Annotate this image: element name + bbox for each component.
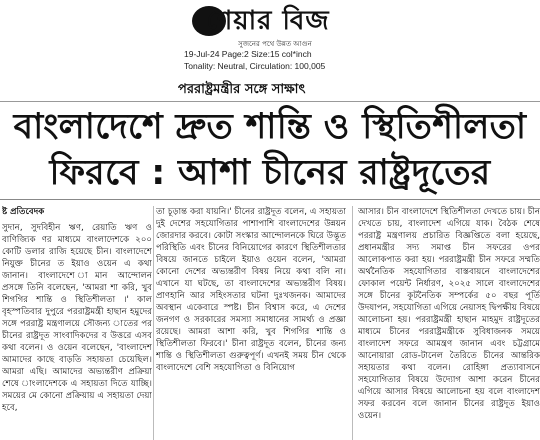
logo-text: শেয়ার বিজ (206, 6, 330, 36)
meta-tonality-line: Tonality: Neutral, Circulation: 100,005 (184, 61, 326, 71)
article-kicker: পররাষ্ট্রমন্ত্রীর সঙ্গে সাক্ষাৎ (178, 82, 306, 97)
article-headline (0, 104, 540, 196)
headline-line-1: বাংলাদেশে দ্রুত শান্তি ও স্থিতিশীলতা (13, 107, 527, 147)
newspaper-logo (168, 2, 368, 42)
logo-tagline: সুজনের পথে উন্নত আগুন (238, 40, 312, 48)
column-divider (352, 206, 353, 440)
column-2-text: তা চূড়ান্ত করা যায়নি।' চীনের রাষ্ট্রদূত বলেন, এ সহায়তা দুই দেশের সহযোগিতার পাশাপাশি বাংলাদেশের উন্নয়ন জোরদার করবে। কোটা সংস্কার আন্দোলনকে ঘিরে উদ্ভূত পরিস্থিতি এবং চীনের বিনিয়োগের কারণে স্থিতিশীলতার বিষয়ে জানতে চাইলে ইয়াও ওয়েন বলেন, 'আমরা কোনো দেশের অভ্যন্তরীণ বিষয় নিয়ে কথা বলি না। এখানে যা ঘটছে, তা বাংলাদেশের অভ্যন্তরীণ বিষয়। প্রাণহানি আর সহিংসতার ঘটনা দুঃখজনক। আমাদের অবস্থান একেবারে স্পষ্ট। চীন বিশ্বাস করে, এ দেশের জনগণ ও সরকারের সমস্যা সমাধানের সামর্থ্য ও প্রজ্ঞা রয়েছে। আমরা আশা করি, খুব শিগগির শান্তি ও স্থিতিশীলতা ফিরবে।' চীনা রাষ্ট্রদূত বলেন, চীনের জন্য শান্তি ও স্থিতিশীলতা গুরুত্বপূর্ণ। এখনই সময় চীন থেকে বাংলাদেশে বেশি সহযোগিতা ও বিনিয়োগ (156, 207, 346, 373)
column-3-text: আসার। চীন বাংলাদেশে স্থিতিশীলতা দেখতে চায়। চীন দেখতে চায়, বাংলাদেশ এগিয়ে যাক। বৈঠক শেষে পররাষ্ট্র মন্ত্রণালয় প্রচারিত বিজ্ঞপ্তিতে বলা হয়েছে, প্রধানমন্ত্রীর সদ্য সমাপ্ত চীন সফরের ওপর আলোকপাত করা হয়। পররাষ্ট্রমন্ত্রী চীন সফরে সম্মতি অর্থনৈতিক সহযোগিতার বাস্তবায়নে বাংলাদেশের ফোকাল পয়েন্ট নির্ধারণ, ২০২৫ সালে বাংলাদেশের সঙ্গে চীনের কূটনৈতিক সম্পর্কের ৫০ বছর পূর্তি উদযাপন, সহযোগিতা এগিয়ে নেয়াসহ দ্বিপক্ষীয় বিষয়ে আলোচনা হয়। পররাষ্ট্রমন্ত্রী হাছান মাহমুদ রাষ্ট্রদূতের মাধ্যমে চীনের পররাষ্ট্রমন্ত্রীকে সুবিধাজনক সময়ে বাংলাদেশ সফরে আমন্ত্রণ জানান এবং চট্টগ্রামে আনোয়ারা রোড-টানেল তৈরিতে চীনের আন্তরিক সহায়তার কথা বলেন। রোহিঙ্গা প্রত্যাবাসনে সহযোগিতার বিষয়ে উদ্যোগ আশা করেন চীনের এগিয়ে আসার বিষয়ে আলোচনা হয় বলে বাংলাদেশ সফর করবেন বলে জানান চীনের রাষ্ট্রদূত ইয়াও ওয়েন। (358, 207, 540, 421)
meta-date-line: 19-Jul-24 Page:2 Size:15 col*inch (184, 49, 312, 59)
byline: ষ্ট প্রতিবেদক (2, 207, 45, 217)
headline-line-2: ফিরবে : আশা চীনের রাষ্ট্রদূতের (49, 153, 491, 193)
column-divider (153, 206, 154, 440)
column-1-text: সুদান, সুদবিহীন ঋণ, রেয়াতি ঋণ ও বাণিজ্যিক ণর মাধ্যমে বাংলাদেশকে ২০০ কোটি ডলার রাজি হয়েছে চীন। বাংলাদেশে নিযুক্ত চীনের ত ইয়াও ওয়েন এ কথা জানান। বাংলাদেশে ামান আন্দোলন প্রসঙ্গে তিনি বলেছেন, 'আমরা শা করি, খুব শিগগির শান্তি ও স্থিতিশীলতা ।' কাল বৃহস্পতিবার দুপুরে পররাষ্ট্রমন্ত্রী হাছান হমুদের সঙ্গে পররাষ্ট্র মন্ত্রণালয়ে সৌজন্য াতের পর চীনের রাষ্ট্রদূত সাংবাদিকদের ব উত্তরে এসব কথা বলেন। ও ওয়েন বলেছেন, 'বাংলাদেশ আমাদের কাছে বাড়তি সহায়তা চেয়েছিল। আমরা এছি। আমাদের অভ্যন্তরীণ প্রক্রিয়া শেষে াংলাদেশকে এ সহায়তা দিতে যাচ্ছি। সময়ের মে কোনো প্রক্রিয়ায় এ সহায়তা দেয়া হবে, (2, 223, 152, 413)
kicker-divider (0, 101, 540, 102)
masthead (0, 0, 540, 88)
headline-divider (0, 199, 540, 200)
article-column-2 (156, 206, 346, 440)
article-column-3 (358, 206, 540, 440)
clipping-meta (184, 48, 325, 72)
article-column-1 (2, 206, 152, 440)
